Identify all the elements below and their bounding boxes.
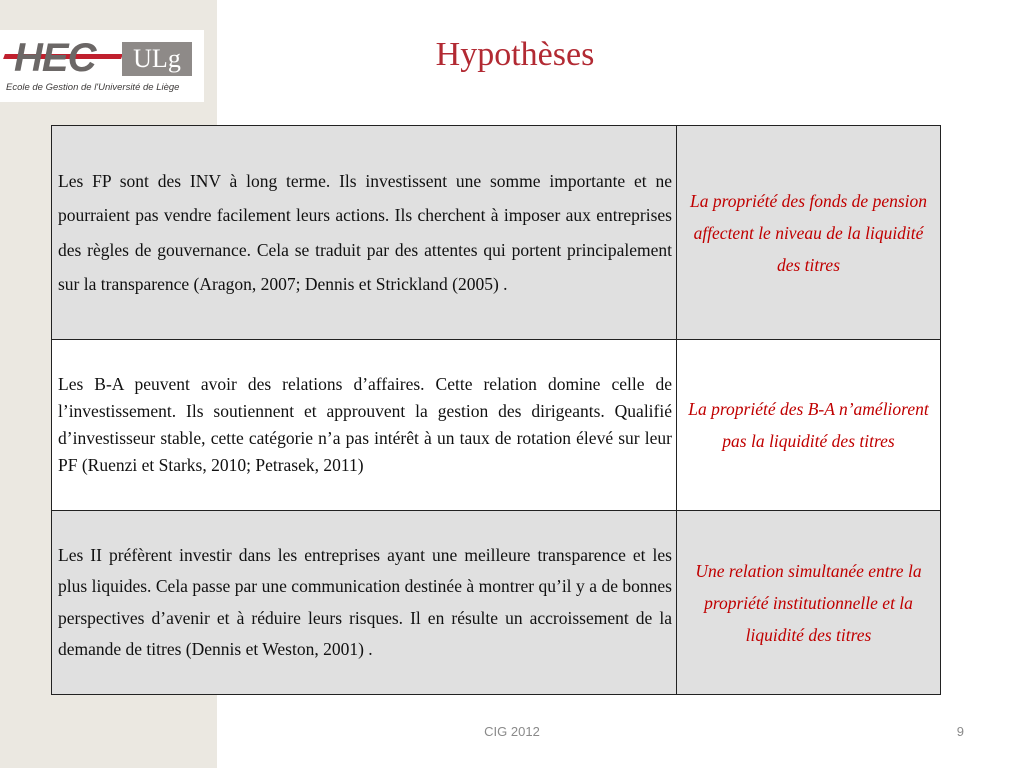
page-number: 9 [956,724,964,739]
logo-hec-text: HEC [14,36,96,80]
row-hypothesis: Une relation simultanée entre la propriété institutionnelle et la liquidité des titres [677,511,941,695]
logo-subtitle: Ecole de Gestion de l'Université de Liège [6,82,180,93]
row-description: Les FP sont des INV à long terme. Ils investissent une somme importante et ne pourraient pas vendre facilement leurs actions. Ils cherchent à imposer aux entreprises des règles de gouvernance. Cela se traduit par des attentes qui portent principalement sur la transparence (Aragon, 2007; Dennis et Strickland (2005) . [52,126,677,340]
table-row [52,511,941,695]
logo-ulg-text: ULg [122,42,192,76]
hec-ulg-logo [0,30,204,102]
hypotheses-table [51,125,941,695]
footer-label: CIG 2012 [484,724,540,739]
row-description: Les II préfèrent investir dans les entreprises ayant une meilleure transparence et les plus liquides. Cela passe par une communication destinée à montrer qu’il y a de bonnes perspectives d’avenir et à réduire leurs risques. Il en résulte un accroissement de la demande de titres (Dennis et Weston, 2001) . [52,511,677,695]
row-hypothesis: La propriété des B-A n’améliorent pas la liquidité des titres [677,340,941,511]
table-row [52,340,941,511]
slide-title: Hypothèses [435,36,595,73]
table-row [52,126,941,340]
row-hypothesis: La propriété des fonds de pension affectent le niveau de la liquidité des titres [677,126,941,340]
row-description: Les B-A peuvent avoir des relations d’affaires. Cette relation domine celle de l’investissement. Ils soutiennent et approuvent la gestion des dirigeants. Qualifié d’investisseur stable, cette catégorie n’a pas intérêt à un taux de rotation élevé sur leur PF (Ruenzi et Starks, 2010; Petrasek, 2011) [52,340,677,511]
logo-mark [4,36,200,80]
